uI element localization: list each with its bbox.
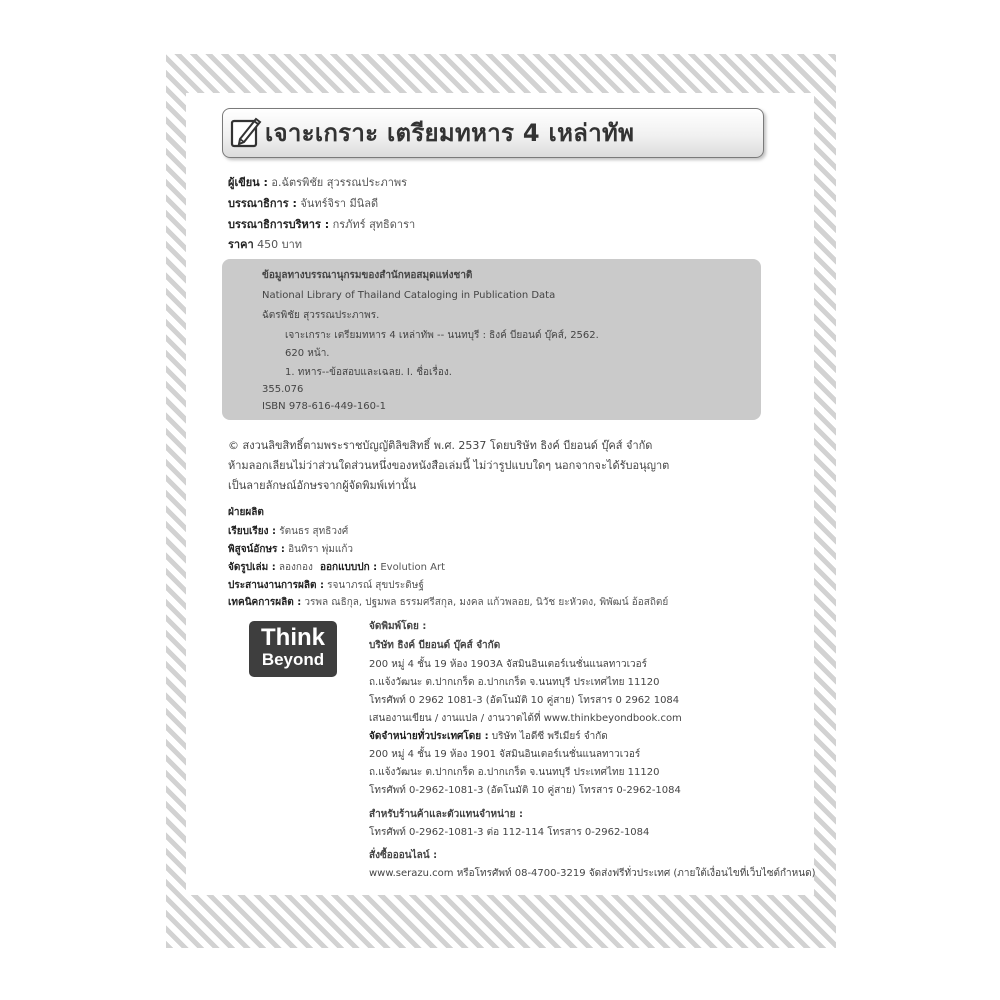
cip-heading: ข้อมูลทางบรรณานุกรมของสำนักหอสมุดแห่งชาติ [262,270,473,281]
credit-label: ราคา [228,238,254,251]
credit-label: ผู้เขียน : [228,176,268,189]
logo-text-bottom: Beyond [261,650,325,669]
production-label: เทคนิคการผลิต : [228,597,302,608]
cip-box [222,259,761,420]
production-value: วรพล ณธิกุล, ปฐมพล ธรรมศรีสกุล, มงคล แก้วพลอย, นิวัช ยะหัวดง, พิพัฒน์ อ้อสถิตย์ [304,597,669,608]
credit-value: จันทร์จิรา มีนิลดี [300,197,379,210]
cip-book-entry: เจาะเกราะ เตรียมทหาร 4 เหล่าทัพ -- นนทบุรี : ธิงค์ บียอนด์ บุ๊คส์, 2562. [285,330,599,341]
stores-phone: โทรศัพท์ 0-2962-1081-3 ต่อ 112-114 โทรสาร 0-2962-1084 [369,827,650,838]
production-label: พิสูจน์อักษร : [228,544,285,555]
pencil-note-icon [229,115,263,149]
production-value: รจนาภรณ์ สุขประดิษฐ์ [327,580,424,591]
distributor-company: บริษัท ไอดีซี พรีเมียร์ จำกัด [491,731,608,742]
cip-pages: 620 หน้า. [285,348,330,359]
stores-label: สำหรับร้านค้าและตัวแทนจำหน่าย : [369,809,523,820]
production-value: Evolution Art [380,562,446,573]
cip-author: ฉัตรพิชัย สุวรรณประภาพร. [262,310,380,321]
copyright-line: © สงวนลิขสิทธิ์ตามพระราชบัญญัติลิขสิทธิ์ พ.ศ. 2537 โดยบริษัท ธิงค์ บียอนด์ บุ๊คส์ จำกัด [228,439,653,452]
cip-heading-en: National Library of Thailand Cataloging in Publication Data [262,290,556,301]
title-banner [222,108,764,158]
online-text: www.serazu.com หรือโทรศัพท์ 08-4700-3219 จัดส่งฟรีทั่วประเทศ (ภายใต้เงื่อนไขที่เว็บไซต์กำหนด) [369,868,816,879]
production-label: เรียบเรียง : [228,526,277,537]
publisher-company: บริษัท ธิงค์ บียอนด์ บุ๊คส์ จำกัด [369,640,501,651]
distributor-address1: 200 หมู่ 4 ชั้น 19 ห้อง 1901 จัสมินอินเตอร์เนชั่นแนลทาวเวอร์ [369,749,641,760]
credit-label: บรรณาธิการ : [228,197,297,210]
credit-editor [228,197,378,211]
logo-text-top: Think [261,624,325,651]
production-typesetting [228,525,348,538]
cip-subject: 1. ทหาร--ข้อสอบและเฉลย. I. ชื่อเรื่อง. [285,367,452,378]
credit-label: บรรณาธิการบริหาร : [228,218,330,231]
publisher-phone: โทรศัพท์ 0 2962 1081-3 (อัตโนมัติ 10 คู่สาย) โทรสาร 0 2962 1084 [369,695,680,706]
distributor-address2: ถ.แจ้งวัฒนะ ต.ปากเกร็ด อ.ปากเกร็ด จ.นนทบุรี ประเทศไทย 11120 [369,767,660,778]
credit-author [228,176,407,190]
publisher-address2: ถ.แจ้งวัฒนะ ต.ปากเกร็ด อ.ปากเกร็ด จ.นนทบุรี ประเทศไทย 11120 [369,677,660,688]
think-beyond-logo [249,621,337,677]
credit-executive-editor [228,218,415,232]
credit-price [228,238,302,252]
production-label: ออกแบบปก : [320,562,378,573]
credit-value: อ.ฉัตรพิชัย สุวรรณประภาพร [271,176,408,189]
copyright-line: เป็นลายลักษณ์อักษรจากผู้จัดพิมพ์เท่านั้น [228,479,417,492]
book-title: เจาะเกราะ เตรียมทหาร 4 เหล่าทัพ [265,119,635,147]
production-proofreading [228,543,353,556]
production-coordinator [228,579,424,592]
cip-isbn: ISBN 978-616-449-160-1 [262,401,386,412]
credit-value: กรภัทร์ สุทธิดารา [332,218,416,231]
production-layout [228,561,445,574]
production-technical [228,596,668,609]
production-value: รัตนธร สุทธิวงศ์ [279,526,349,537]
publisher-proposal: เสนองานเขียน / งานแปล / งานวาดได้ที่ www.thinkbeyondbook.com [369,713,682,724]
distributor-label: จัดจำหน่ายทั่วประเทศโดย : [369,731,489,742]
production-heading: ฝ่ายผลิต [228,507,264,518]
distributor-phone: โทรศัพท์ 0-2962-1081-3 (อัตโนมัติ 10 คู่สาย) โทรสาร 0-2962-1084 [369,785,681,796]
credit-value: 450 บาท [257,238,303,251]
cip-classification: 355.076 [262,384,304,395]
production-value: อินทิรา พุ่มแก้ว [288,544,353,555]
production-value: ลองกอง [278,562,313,573]
publisher-address1: 200 หมู่ 4 ชั้น 19 ห้อง 1903A จัสมินอินเตอร์เนชั่นแนลทาวเวอร์ [369,659,648,670]
copyright-line: ห้ามลอกเลียนไม่ว่าส่วนใดส่วนหนึ่งของหนังสือเล่มนี้ ไม่ว่ารูปแบบใดๆ นอกจากจะได้รับอนุญาต [228,459,670,472]
publisher-label: จัดพิมพ์โดย : [369,621,427,632]
distributor-line [369,730,608,743]
online-label: สั่งซื้อออนไลน์ : [369,850,438,861]
copyright-page [186,93,814,895]
production-label: จัดรูปเล่ม : [228,562,276,573]
production-label: ประสานงานการผลิต : [228,580,324,591]
